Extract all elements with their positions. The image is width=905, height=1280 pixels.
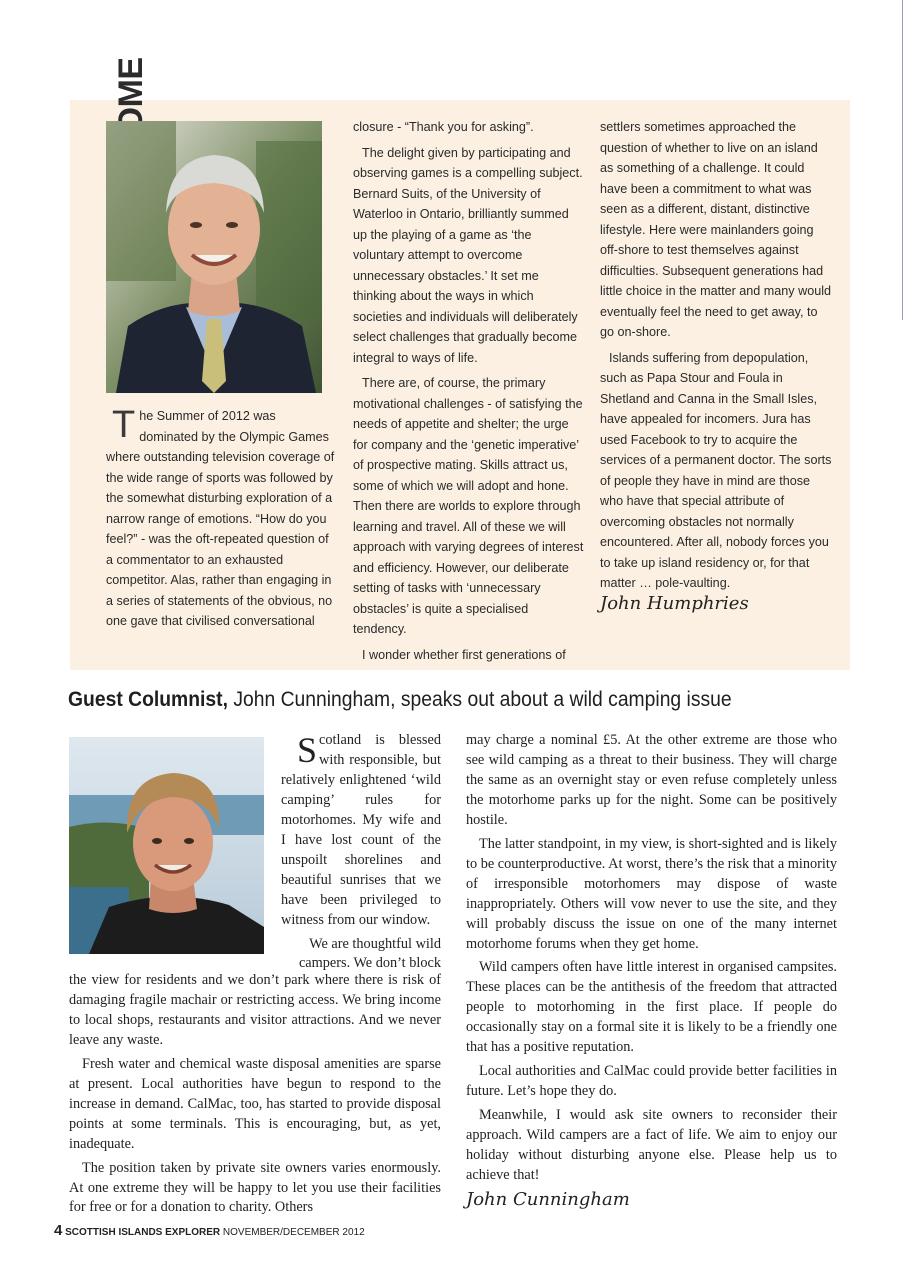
guest-columnist-photo bbox=[69, 737, 264, 954]
guest-column-1-top bbox=[281, 731, 441, 974]
editor-portrait-photo bbox=[106, 121, 322, 393]
guest-paragraph: may charge a nominal £5. At the other extreme are those who see wild camping as a threat to their business. They will charge the same as an overnight stay or even refuse completely unless the motorhome parks up for the night. Some can be positively hostile. bbox=[466, 732, 837, 828]
page-number: 4 bbox=[54, 1222, 63, 1239]
guest-headline-bold: Guest Columnist, bbox=[68, 688, 228, 711]
editor-column-2 bbox=[353, 117, 585, 665]
guest-paragraph: The latter standpoint, in my view, is short-sighted and is likely to be counterproductive. At worst, there’s the risk that a minority of irresponsible motorhomers may dispose of waste inappropriately. Others will vow never to use the site, and they will probably discuss the issue on one of the many internet motorhome forums when they get home. bbox=[466, 835, 837, 952]
guest-paragraph: The position taken by private site owners varies enormously. At one extreme they will be happy to let you use their facilities for free or for a donation to charity. Others bbox=[69, 1159, 441, 1216]
magazine-name: SCOTTISH ISLANDS EXPLORER bbox=[65, 1227, 221, 1238]
guest-paragraph: the view for residents and we don’t park where there is risk of damaging fragile machair or restricting access. We bring income to local shops, restaurants and visitor attractions. And we never leave any waste. bbox=[69, 972, 441, 1048]
guest-paragraph bbox=[281, 731, 441, 931]
guest-signature: John Cunningham bbox=[466, 1188, 630, 1210]
guest-paragraph: Local authorities and CalMac could provide better facilities in future. Let’s hope they do. bbox=[466, 1063, 837, 1100]
guest-paragraph: Fresh water and chemical waste disposal amenities are sparse at present. Local authorities have begun to respond to the increase in demand. CalMac, too, has started to provide disposal points at some terminals. This is encouraging, but, as yet, inadequate. bbox=[69, 1055, 441, 1152]
guest-paragraph: Meanwhile, I would ask site owners to reconsider their approach. Wild campers are a fact of life. We aim to enjoy our holiday without disturbing anyone else. Please help us to achieve that! bbox=[466, 1107, 837, 1184]
dropcap: S bbox=[297, 730, 318, 770]
guest-column-2 bbox=[466, 731, 837, 1214]
guest-headline-rest: John Cunningham, speaks out about a wild camping issue bbox=[227, 688, 732, 711]
guest-paragraph-text: cotland is blessed with responsible, but relatively enlightened ‘wild camping’ rules for motorhomes. My wife and I have lost count of the unspoilt shorelines and beautiful sunrises that we have been privileged to witness from our window. bbox=[281, 732, 441, 928]
editor-paragraph: I wonder whether first generations of bbox=[362, 647, 566, 662]
editor-paragraph: There are, of course, the primary motivational challenges - of satisfying the needs of appetite and shelter; the urge for company and the ‘genetic imperative’ of prospective mating. Skills attract us, some of which we will adopt and hone. Then there are worlds to explore through learning and travel. All of these we will approach with varying degrees of interest and efficiency. However, our deliberate setting of tasks with ‘unnecessary obstacles’ is quite a specialised tendency. bbox=[353, 376, 584, 636]
dropcap: T bbox=[112, 404, 136, 446]
editor-paragraph: The delight given by participating and observing games is a compelling subject. Bernard Suits, of the University of Waterloo in Ontario, brilliantly summed up the playing of a game as ‘the voluntary attempt to overcome unnecessary obstacles.’ It set me thinking about the ways in which societies and individuals will deliberately select challenges that gradually become integral to ways of life. bbox=[353, 145, 583, 365]
guest-paragraph: Wild campers often have little interest in organised campsites. These places can be the antithesis of the freedom that attracted people to motorhoming in the first place. If people do occasionally stay on a formal site it is likely to be a friendly one that has a positive reputation. bbox=[466, 959, 837, 1056]
guest-paragraph: We are thoughtful wild campers. We don’t block bbox=[298, 935, 441, 972]
issue-date: NOVEMBER/DECEMBER 2012 bbox=[222, 1227, 365, 1238]
editor-paragraph: Islands suffering from depopulation, such as Papa Stour and Foula in Shetland and Canna in the Small Isles, have appealed for incomers. Jura has used Facebook to try to acquire the services of a permanent doctor. The sorts of people they have in mind are those who have that special attribute of overcoming obstacles not normally encountered. After all, nobody forces you to take up island residency or, for that matter … pole-vaulting. bbox=[600, 350, 832, 590]
editor-paragraph bbox=[106, 406, 338, 632]
editor-paragraph-text: he Summer of 2012 was dominated by the Olympic Games where outstanding television coverage of the wide range of sports was followed by the somewhat disturbing exploration of a narrow range of emotions. “How do you feel?” - was the oft-repeated question of a commentator to an exhausted competitor. Alas, rather than engaging in a series of statements of the obvious, no one gave that civilised conversational bbox=[106, 409, 335, 628]
editor-column-1 bbox=[106, 406, 338, 632]
guest-columnist-headline bbox=[68, 688, 732, 712]
page-footer bbox=[54, 1222, 365, 1239]
editor-signature: John Humphries bbox=[600, 592, 749, 614]
guest-column-1-bottom bbox=[69, 971, 441, 1222]
editor-paragraph: closure - “Thank you for asking”. bbox=[353, 120, 534, 134]
editor-paragraph: settlers sometimes approached the question of whether to live on an island as something of a challenge. It could have been a commitment to what was seen as a different, distant, distinctive lifestyle. Here were mainlanders going off-shore to test themselves against difficulties. Subsequent generations had little choice in the matter and many would eventually feel the need to get away, to go on-shore. bbox=[600, 120, 832, 339]
editor-column-3 bbox=[600, 117, 832, 614]
page-edge-line bbox=[902, 0, 903, 320]
